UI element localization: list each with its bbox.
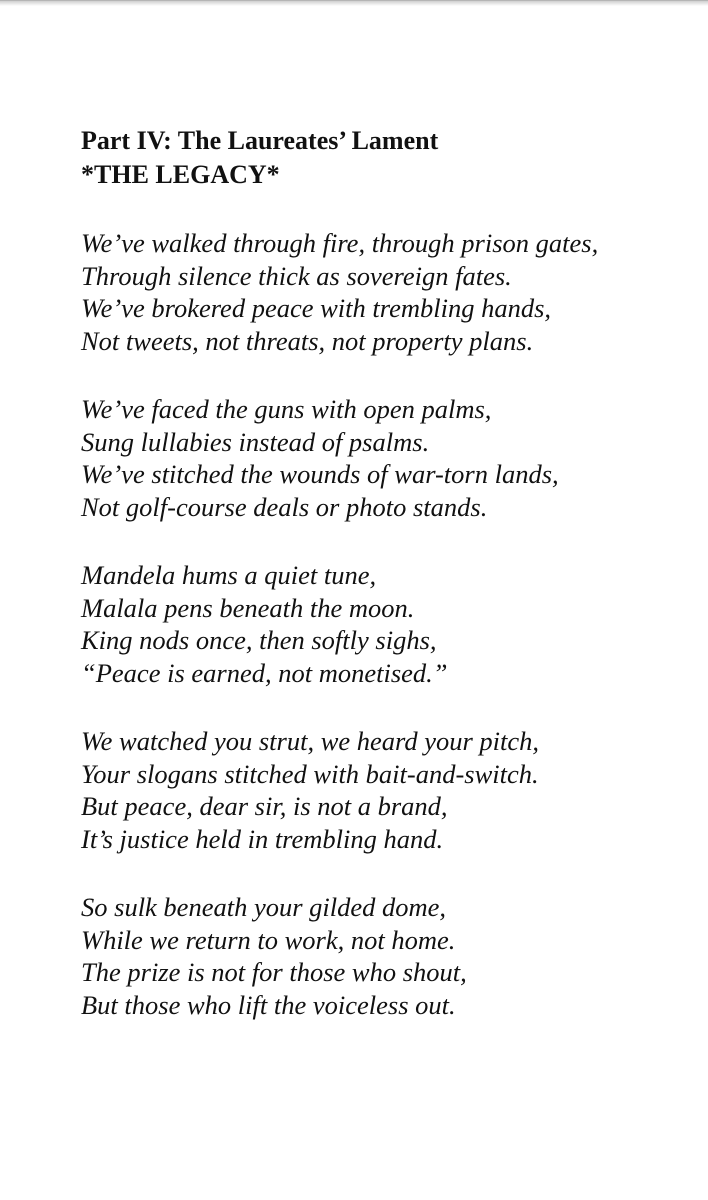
poem-line: Mandela hums a quiet tune,	[81, 560, 377, 590]
poem-line: While we return to work, not home.	[81, 924, 456, 955]
stanza-1	[81, 227, 691, 357]
poem-line: We watched you strut, we heard your pitch,	[81, 726, 540, 756]
poem-page	[81, 124, 691, 1057]
poem-line: Not golf-course deals or photo stands.	[81, 491, 488, 522]
poem-line: Not tweets, not threats, not property plans.	[81, 325, 534, 356]
poem-subtitle: *THE LEGACY*	[81, 160, 280, 189]
poem-line: We’ve stitched the wounds of war-torn lands,	[81, 459, 559, 489]
poem-line: It’s justice held in trembling hand.	[81, 823, 444, 854]
poem-line: We’ve walked through fire, through prison gates,	[81, 228, 599, 258]
stanza-2	[81, 393, 691, 523]
part-title: Part IV: The Laureates’ Lament	[81, 126, 439, 155]
poem-body	[81, 227, 691, 1021]
poem-line: But those who lift the voiceless out.	[81, 989, 456, 1020]
poem-line: But peace, dear sir, is not a brand,	[81, 791, 448, 821]
poem-line: King nods once, then softly sighs,	[81, 625, 437, 655]
poem-line: We’ve brokered peace with trembling hands,	[81, 293, 552, 323]
poem-line: Malala pens beneath the moon.	[81, 592, 415, 623]
stanza-4	[81, 725, 691, 855]
poem-line: Through silence thick as sovereign fates.	[81, 260, 512, 291]
poem-line: “Peace is earned, not monetised.”	[81, 657, 448, 688]
poem-line: So sulk beneath your gilded dome,	[81, 892, 447, 922]
poem-line: Your slogans stitched with bait-and-switch.	[81, 758, 539, 789]
top-divider	[0, 0, 708, 6]
stanza-3	[81, 559, 691, 689]
stanza-5	[81, 891, 691, 1021]
poem-line: The prize is not for those who shout,	[81, 957, 467, 987]
poem-line: We’ve faced the guns with open palms,	[81, 394, 492, 424]
poem-line: Sung lullabies instead of psalms.	[81, 426, 430, 457]
poem-heading	[81, 124, 691, 192]
